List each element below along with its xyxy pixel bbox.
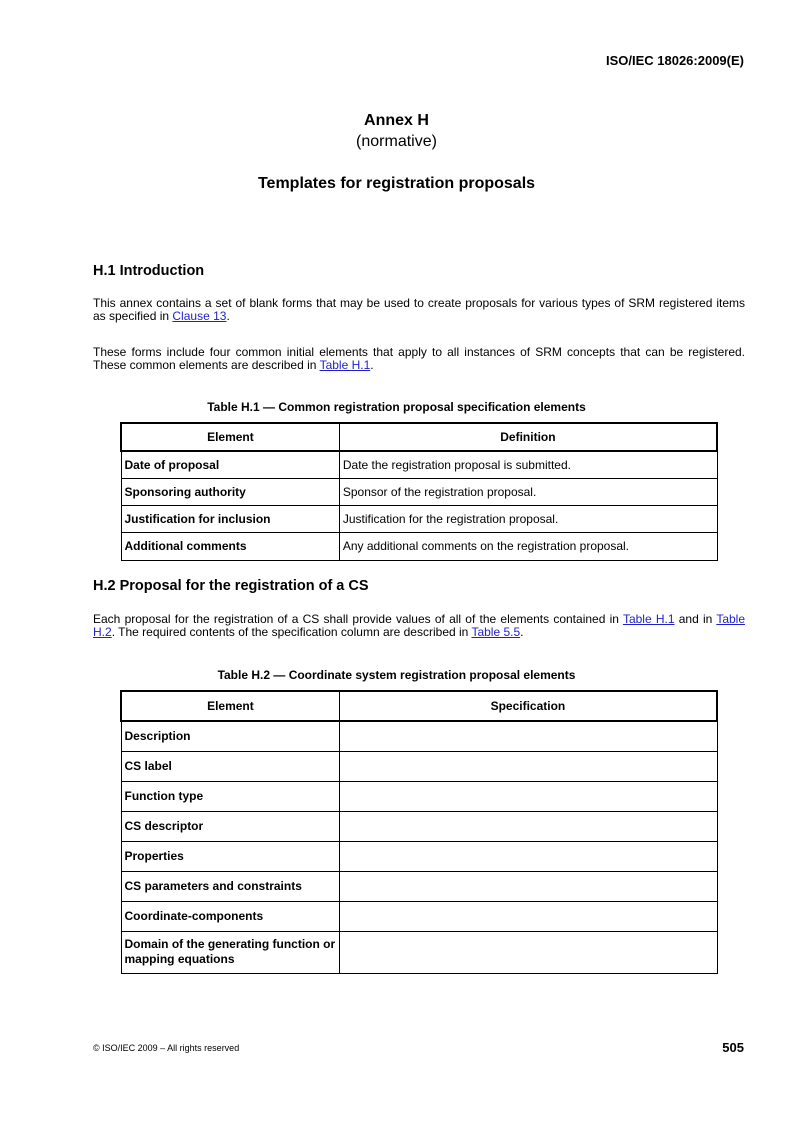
table-row — [121, 871, 717, 901]
table-h1-link[interactable]: Table H.1 — [319, 358, 371, 372]
table-row — [121, 811, 717, 841]
table-cell-element: Description — [121, 721, 339, 751]
table-5-5-link[interactable]: Table 5.5 — [471, 625, 521, 639]
table-cell-definition: Any additional comments on the registration proposal. — [339, 532, 717, 560]
table-h2-header-specification: Specification — [339, 691, 717, 721]
table-cell-element: Properties — [121, 841, 339, 871]
para2-end: . — [370, 358, 374, 372]
para-text-4: . — [520, 625, 524, 639]
table-row — [121, 751, 717, 781]
table-cell-element: CS label — [121, 751, 339, 781]
table-cell-element: Domain of the generating function or mapping equations — [121, 931, 339, 973]
table-cell-element: Date of proposal — [121, 451, 339, 478]
table-h1-header-element: Element — [121, 423, 339, 451]
table-cell-element: Justification for inclusion — [121, 505, 339, 532]
table-h1-header-definition: Definition — [339, 423, 717, 451]
table-cell-element: Sponsoring authority — [121, 478, 339, 505]
table-cell-specification — [339, 751, 717, 781]
table-h2-caption: Table H.2 — Coordinate system registration proposal elements — [217, 668, 576, 682]
table-cell-element: Additional comments — [121, 532, 339, 560]
intro-paragraph-2 — [93, 346, 745, 372]
annex-type: (normative) — [356, 133, 437, 150]
table-cell-specification — [339, 901, 717, 931]
intro-paragraph-1 — [93, 297, 745, 323]
table-row — [121, 931, 717, 973]
document-id-header: ISO/IEC 18026:2009(E) — [605, 53, 744, 68]
table-cell-specification — [339, 781, 717, 811]
table-row — [121, 505, 717, 532]
table-cell-element: Coordinate-components — [121, 901, 339, 931]
proposal-paragraph — [93, 613, 745, 639]
table-cell-specification — [339, 811, 717, 841]
table-row — [121, 901, 717, 931]
annex-heading: Templates for registration proposals — [257, 175, 536, 192]
table-h2-header-row — [121, 691, 717, 721]
table-h2-header-element: Element — [121, 691, 339, 721]
table-cell-element: CS parameters and constraints — [121, 871, 339, 901]
table-cell-definition: Sponsor of the registration proposal. — [339, 478, 717, 505]
table-row — [121, 841, 717, 871]
para1-text: This annex contains a set of blank forms that may be used to create proposals for various types of SRM registered items as specified in — [93, 296, 745, 323]
table-row — [121, 532, 717, 560]
table-cell-specification — [339, 871, 717, 901]
table-cell-specification — [339, 721, 717, 751]
table-cell-specification — [339, 931, 717, 973]
para-text-1: Each proposal for the registration of a CS shall provide values of all of the elements contained in — [93, 612, 623, 626]
para1-end: . — [226, 309, 230, 323]
table-cell-definition: Date the registration proposal is submitted. — [339, 451, 717, 478]
para-text-2: and in — [674, 612, 717, 626]
clause-13-link[interactable]: Clause 13 — [172, 309, 227, 323]
table-h1-link[interactable]: Table H.1 — [622, 612, 675, 626]
table-h1-caption: Table H.1 — Common registration proposal specification elements — [207, 400, 586, 414]
table-cell-specification — [339, 841, 717, 871]
table-row — [121, 781, 717, 811]
table-cell-element: Function type — [121, 781, 339, 811]
copyright-footer: © ISO/IEC 2009 – All rights reserved — [93, 1043, 240, 1053]
table-cell-definition: Justification for the registration proposal. — [339, 505, 717, 532]
table-row — [121, 721, 717, 751]
table-h2-link[interactable]: Table H.2 — [93, 612, 745, 639]
table-h1-header-row — [121, 423, 717, 451]
table-cell-element: CS descriptor — [121, 811, 339, 841]
table-h1 — [120, 422, 718, 561]
para2-text: These forms include four common initial elements that apply to all instances of SRM concepts that can be registered. These common elements are described in — [93, 345, 745, 372]
section-h2-title: H.2 Proposal for the registration of a CS — [93, 578, 369, 594]
table-row — [121, 451, 717, 478]
section-h1-title: H.1 Introduction — [93, 263, 205, 279]
table-h2 — [120, 690, 718, 974]
annex-title: Annex H — [364, 112, 429, 129]
table-row — [121, 478, 717, 505]
page-number: 505 — [722, 1040, 744, 1055]
para-text-3: . The required contents of the specification column are described in — [111, 625, 472, 639]
